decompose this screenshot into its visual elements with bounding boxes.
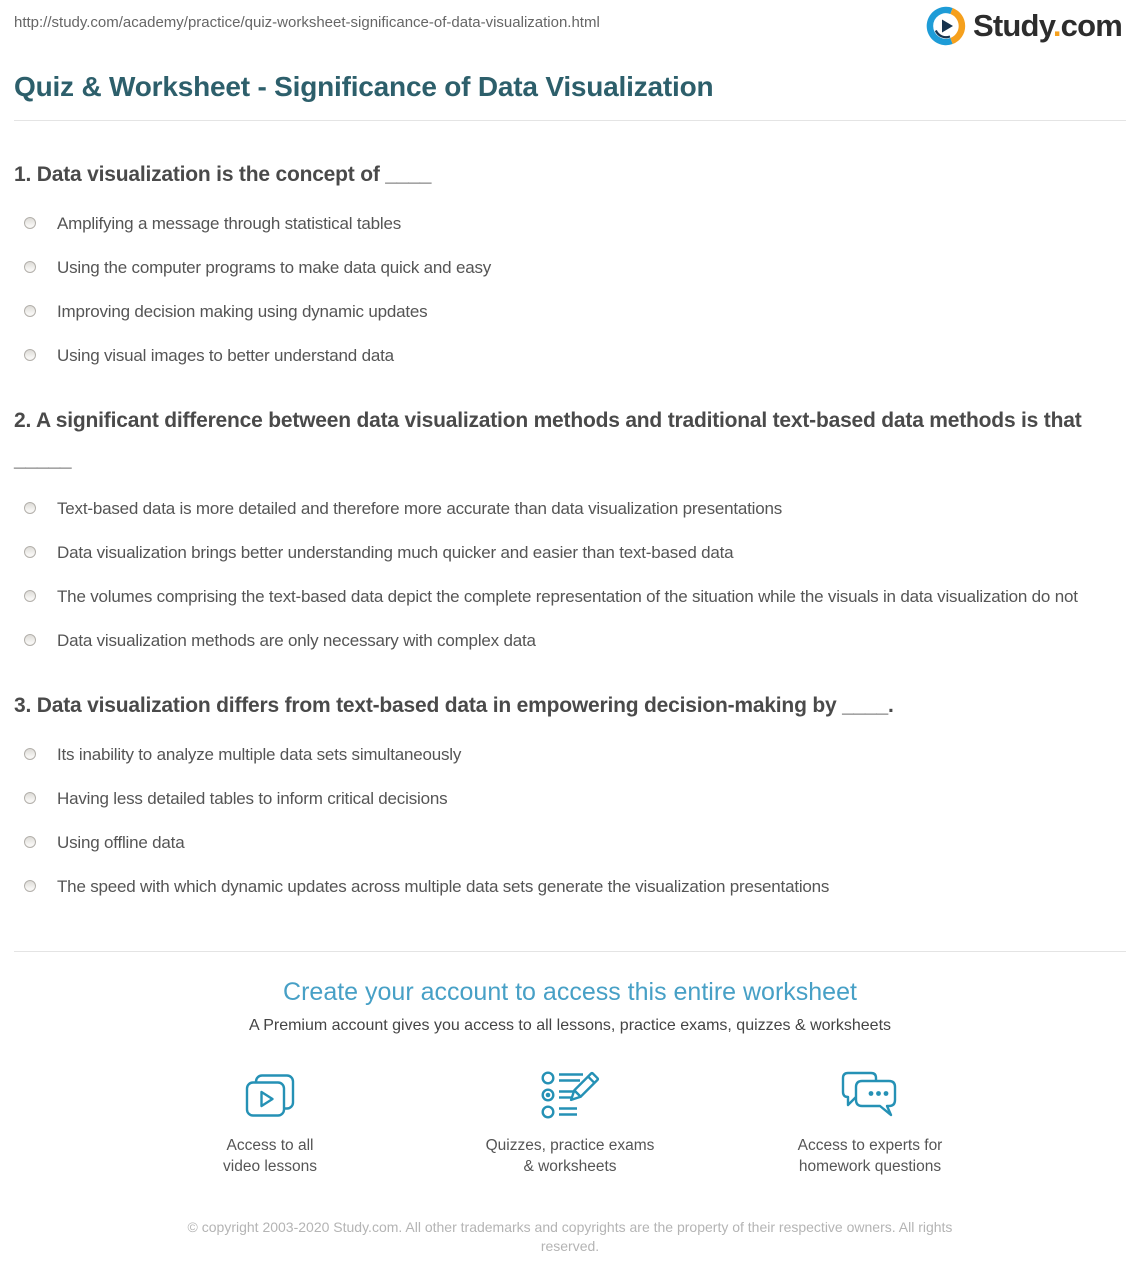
radio-button[interactable]: [24, 792, 36, 804]
question-1-options: [14, 213, 1126, 367]
option-label: Having less detailed tables to inform critical decisions: [57, 789, 448, 809]
question-3-option-4[interactable]: [24, 876, 1126, 898]
option-label: Using visual images to better understand data: [57, 346, 394, 366]
cta-subheading: A Premium account gives you access to all lessons, practice exams, quizzes & worksheets: [248, 1016, 892, 1034]
top-bar: [14, 0, 1126, 46]
radio-button[interactable]: [24, 880, 36, 892]
option-label: Data visualization methods are only necessary with complex data: [57, 631, 536, 651]
quizzes-worksheets-icon: [456, 1067, 684, 1125]
question-1-text: 1. Data visualization is the concept of ____: [14, 163, 432, 186]
radio-button[interactable]: [24, 217, 36, 229]
cta-divider: [14, 951, 1126, 952]
question-2-option-4[interactable]: [24, 630, 1126, 652]
question-3-option-2[interactable]: [24, 788, 1126, 810]
option-label: Amplifying a message through statistical tables: [57, 213, 401, 233]
question-2-options: [14, 498, 1126, 652]
question-3-text: 3. Data visualization differs from text-based data in empowering decision-making by ____.: [14, 694, 894, 718]
studycom-play-icon: [926, 6, 966, 46]
radio-button[interactable]: [24, 502, 36, 514]
feature-expert-help[interactable]: [756, 1067, 984, 1178]
question-3-option-3[interactable]: [24, 832, 1126, 854]
question-3-option-1[interactable]: [24, 744, 1126, 766]
option-label: Using offline data: [57, 833, 185, 853]
title-divider: [14, 120, 1126, 121]
video-lessons-icon: [156, 1067, 384, 1125]
option-label: Its inability to analyze multiple data sets simultaneously: [57, 745, 462, 765]
radio-button[interactable]: [24, 305, 36, 317]
option-label: Text-based data is more detailed and therefore more accurate than data visualization presentations: [57, 498, 783, 518]
radio-button[interactable]: [24, 546, 36, 558]
studycom-logo[interactable]: [926, 6, 1126, 46]
question-2-text: 2. A significant difference between data visualization methods and traditional text-based data methods is that _____: [14, 409, 1082, 472]
feature-quizzes-worksheets[interactable]: [456, 1067, 684, 1178]
page-url: http://study.com/academy/practice/quiz-worksheet-significance-of-data-visualization.html: [14, 14, 600, 31]
studycom-logo-text: Study.com: [973, 8, 1122, 43]
logo-dot: .: [1052, 8, 1061, 43]
question-1-option-1[interactable]: [24, 213, 1126, 235]
question-1-option-3[interactable]: [24, 301, 1126, 323]
option-label: The speed with which dynamic updates across multiple data sets generate the visualization presentations: [57, 877, 830, 897]
radio-button[interactable]: [24, 349, 36, 361]
feature-list: [14, 1067, 1126, 1178]
radio-button[interactable]: [24, 836, 36, 848]
feature-label: Quizzes, practice exams & worksheets: [485, 1136, 655, 1176]
radio-button[interactable]: [24, 590, 36, 602]
radio-button[interactable]: [24, 748, 36, 760]
option-label: Using the computer programs to make data quick and easy: [57, 257, 492, 277]
question-3-options: [14, 744, 1126, 898]
question-2-option-1[interactable]: [24, 498, 1126, 520]
option-label: Improving decision making using dynamic updates: [57, 302, 428, 322]
chat-experts-icon: [756, 1067, 984, 1125]
question-2: [14, 402, 1126, 652]
feature-label: Access to experts for homework questions: [797, 1136, 943, 1176]
radio-button[interactable]: [24, 261, 36, 273]
question-1-option-2[interactable]: [24, 257, 1126, 279]
cta-heading[interactable]: Create your account to access this entire worksheet: [283, 977, 857, 1006]
question-2-option-3[interactable]: [24, 586, 1126, 608]
feature-label: Access to all video lessons: [223, 1136, 317, 1176]
option-label: The volumes comprising the text-based data depict the complete representation of the situation while the visuals in data visualization do not: [57, 587, 1078, 607]
radio-button[interactable]: [24, 634, 36, 646]
feature-video-lessons[interactable]: [156, 1067, 384, 1178]
copyright-notice: © copyright 2003-2020 Study.com. All other trademarks and copyrights are the property of their respective owners. All rights reserved.: [187, 1218, 953, 1254]
question-1: [14, 156, 1126, 367]
question-3: [14, 687, 1126, 898]
question-2-option-2[interactable]: [24, 542, 1126, 564]
option-label: Data visualization brings better understanding much quicker and easier than text-based data: [57, 543, 734, 562]
question-1-option-4[interactable]: [24, 345, 1126, 367]
page-title: Quiz & Worksheet - Significance of Data Visualization: [14, 71, 714, 102]
